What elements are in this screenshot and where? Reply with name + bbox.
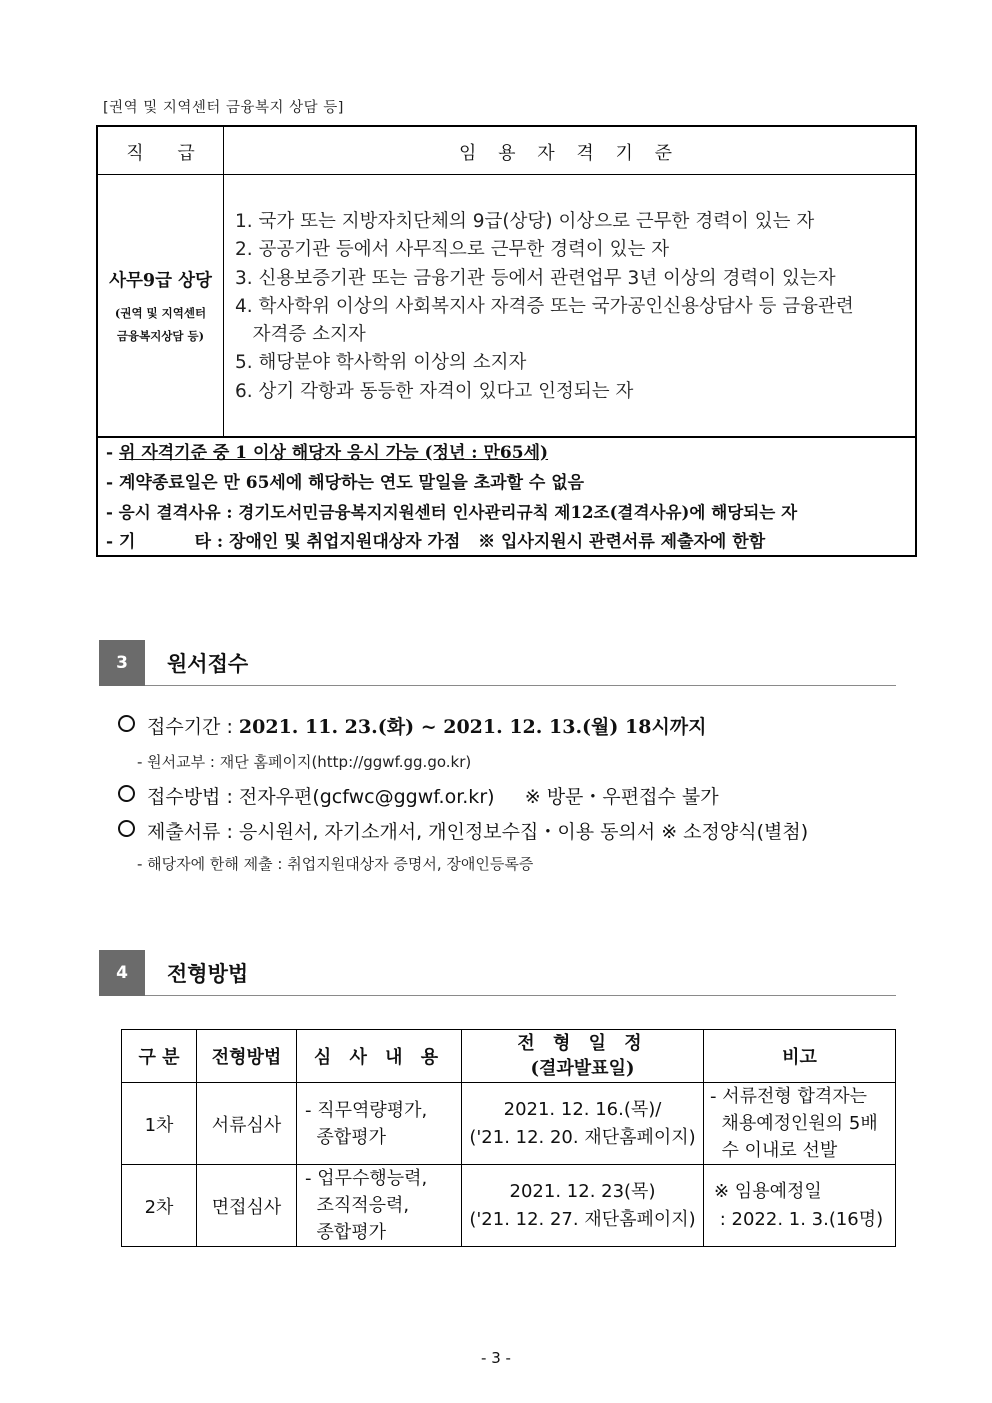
criteria-item: 자격증 소지자	[235, 324, 366, 346]
period-sub: - 원서교부 : 재단 홈페이지(http://ggwf.gg.go.kr)	[137, 753, 472, 771]
method-item: 접수방법 : 전자우편(gcfwc@ggwf.or.kr) ※ 방문・우편접수 불가	[118, 782, 719, 809]
note-cell: - 서류전형 합격자는 채용예정인원의 5배 수 이내로 선발	[704, 1083, 896, 1165]
selection-table	[121, 1029, 896, 1247]
note-line: - 기 타 : 장애인 및 취업지원대상자 가점 ※ 입사지원시 관련서류 제출자에 한함	[106, 531, 766, 552]
circle-bullet-icon	[118, 715, 135, 732]
header-rank: 직 급	[126, 143, 209, 164]
content-cell: - 업무수행능력, 조직적응력, 종합평가	[297, 1165, 462, 1247]
section-heading-3	[99, 640, 896, 690]
col-header: 전형방법	[197, 1030, 297, 1083]
period-item: 접수기간 : 2021. 11. 23.(화) ~ 2021. 12. 13.(월) 18시까지	[118, 712, 707, 739]
rank-sub: (권역 및 지역센터	[114, 306, 207, 320]
documents-sub: - 해당자에 한해 제출 : 취업지원대상자 증명서, 장애인등록증	[137, 855, 534, 873]
circle-bullet-icon	[118, 820, 135, 837]
documents-item: 제출서류 : 응시원서, 자기소개서, 개인정보수집・이용 동의서 ※ 소정양식(별첨)	[118, 817, 808, 844]
header-criteria: 임 용 자 격 기 준	[459, 143, 680, 164]
stage-cell: 1차	[122, 1083, 197, 1165]
rank-sub: 금융복지상담 등)	[116, 329, 205, 343]
note-line: - 계약종료일은 만 65세에 해당하는 연도 말일을 초과할 수 없음	[106, 472, 585, 493]
note-line: - 위 자격기준 중 1 이상 해당자 응시 가능 (정년 : 만65세)	[106, 443, 549, 463]
note-cell: ※ 임용예정일 : 2022. 1. 3.(16명)	[704, 1165, 896, 1247]
table-caption: [권역 및 지역센터 금융복지 상담 등]	[103, 100, 344, 116]
col-header: 심 사 내 용	[297, 1030, 462, 1083]
criteria-item: 3. 신용보증기관 또는 금융기관 등에서 관련업무 3년 이상의 경력이 있는자	[235, 267, 836, 289]
col-header: 구 분	[122, 1030, 197, 1083]
note-line: - 응시 결격사유 : 경기도서민금융복지지원센터 인사관리규칙 제12조(결격사유)에 해당되는 자	[106, 502, 798, 522]
schedule-cell: 2021. 12. 16.(목)/ ('21. 12. 20. 재단홈페이지)	[462, 1083, 704, 1165]
section-heading-4	[99, 950, 896, 1000]
section-number: 3	[99, 640, 145, 686]
table-row	[122, 1083, 896, 1165]
col-header: 전 형 일 정 (결과발표일)	[462, 1030, 704, 1083]
stage-cell: 2차	[122, 1165, 197, 1247]
schedule-cell: 2021. 12. 23(목) ('21. 12. 27. 재단홈페이지)	[462, 1165, 704, 1247]
section-number: 4	[99, 950, 145, 996]
notes	[106, 439, 797, 557]
page-number: - 3 -	[481, 1349, 511, 1367]
criteria-item: 6. 상기 각항과 동등한 자격이 있다고 인정되는 자	[235, 380, 634, 402]
method-cell: 서류심사	[197, 1083, 297, 1165]
section-title: 원서접수	[167, 652, 249, 676]
circle-bullet-icon	[118, 785, 135, 802]
criteria-list	[235, 208, 854, 406]
rank-title: 사무9급 상당	[109, 271, 212, 291]
rank-cell	[98, 267, 223, 348]
qualification-table	[96, 125, 917, 557]
criteria-item: 1. 국가 또는 지방자치단체의 9급(상당) 이상으로 근무한 경력이 있는 자	[235, 211, 815, 232]
criteria-item: 2. 공공기관 등에서 사무직으로 근무한 경력이 있는 자	[235, 239, 670, 261]
method-cell: 면접심사	[197, 1165, 297, 1247]
col-header: 비고	[704, 1030, 896, 1083]
criteria-item: 5. 해당분야 학사학위 이상의 소지자	[235, 352, 527, 374]
content-cell: - 직무역량평가, 종합평가	[297, 1083, 462, 1165]
criteria-item: 4. 학사학위 이상의 사회복지사 자격증 또는 국가공인신용상담사 등 금융관련	[235, 295, 854, 317]
table-row	[122, 1165, 896, 1247]
section-title: 전형방법	[167, 962, 249, 986]
